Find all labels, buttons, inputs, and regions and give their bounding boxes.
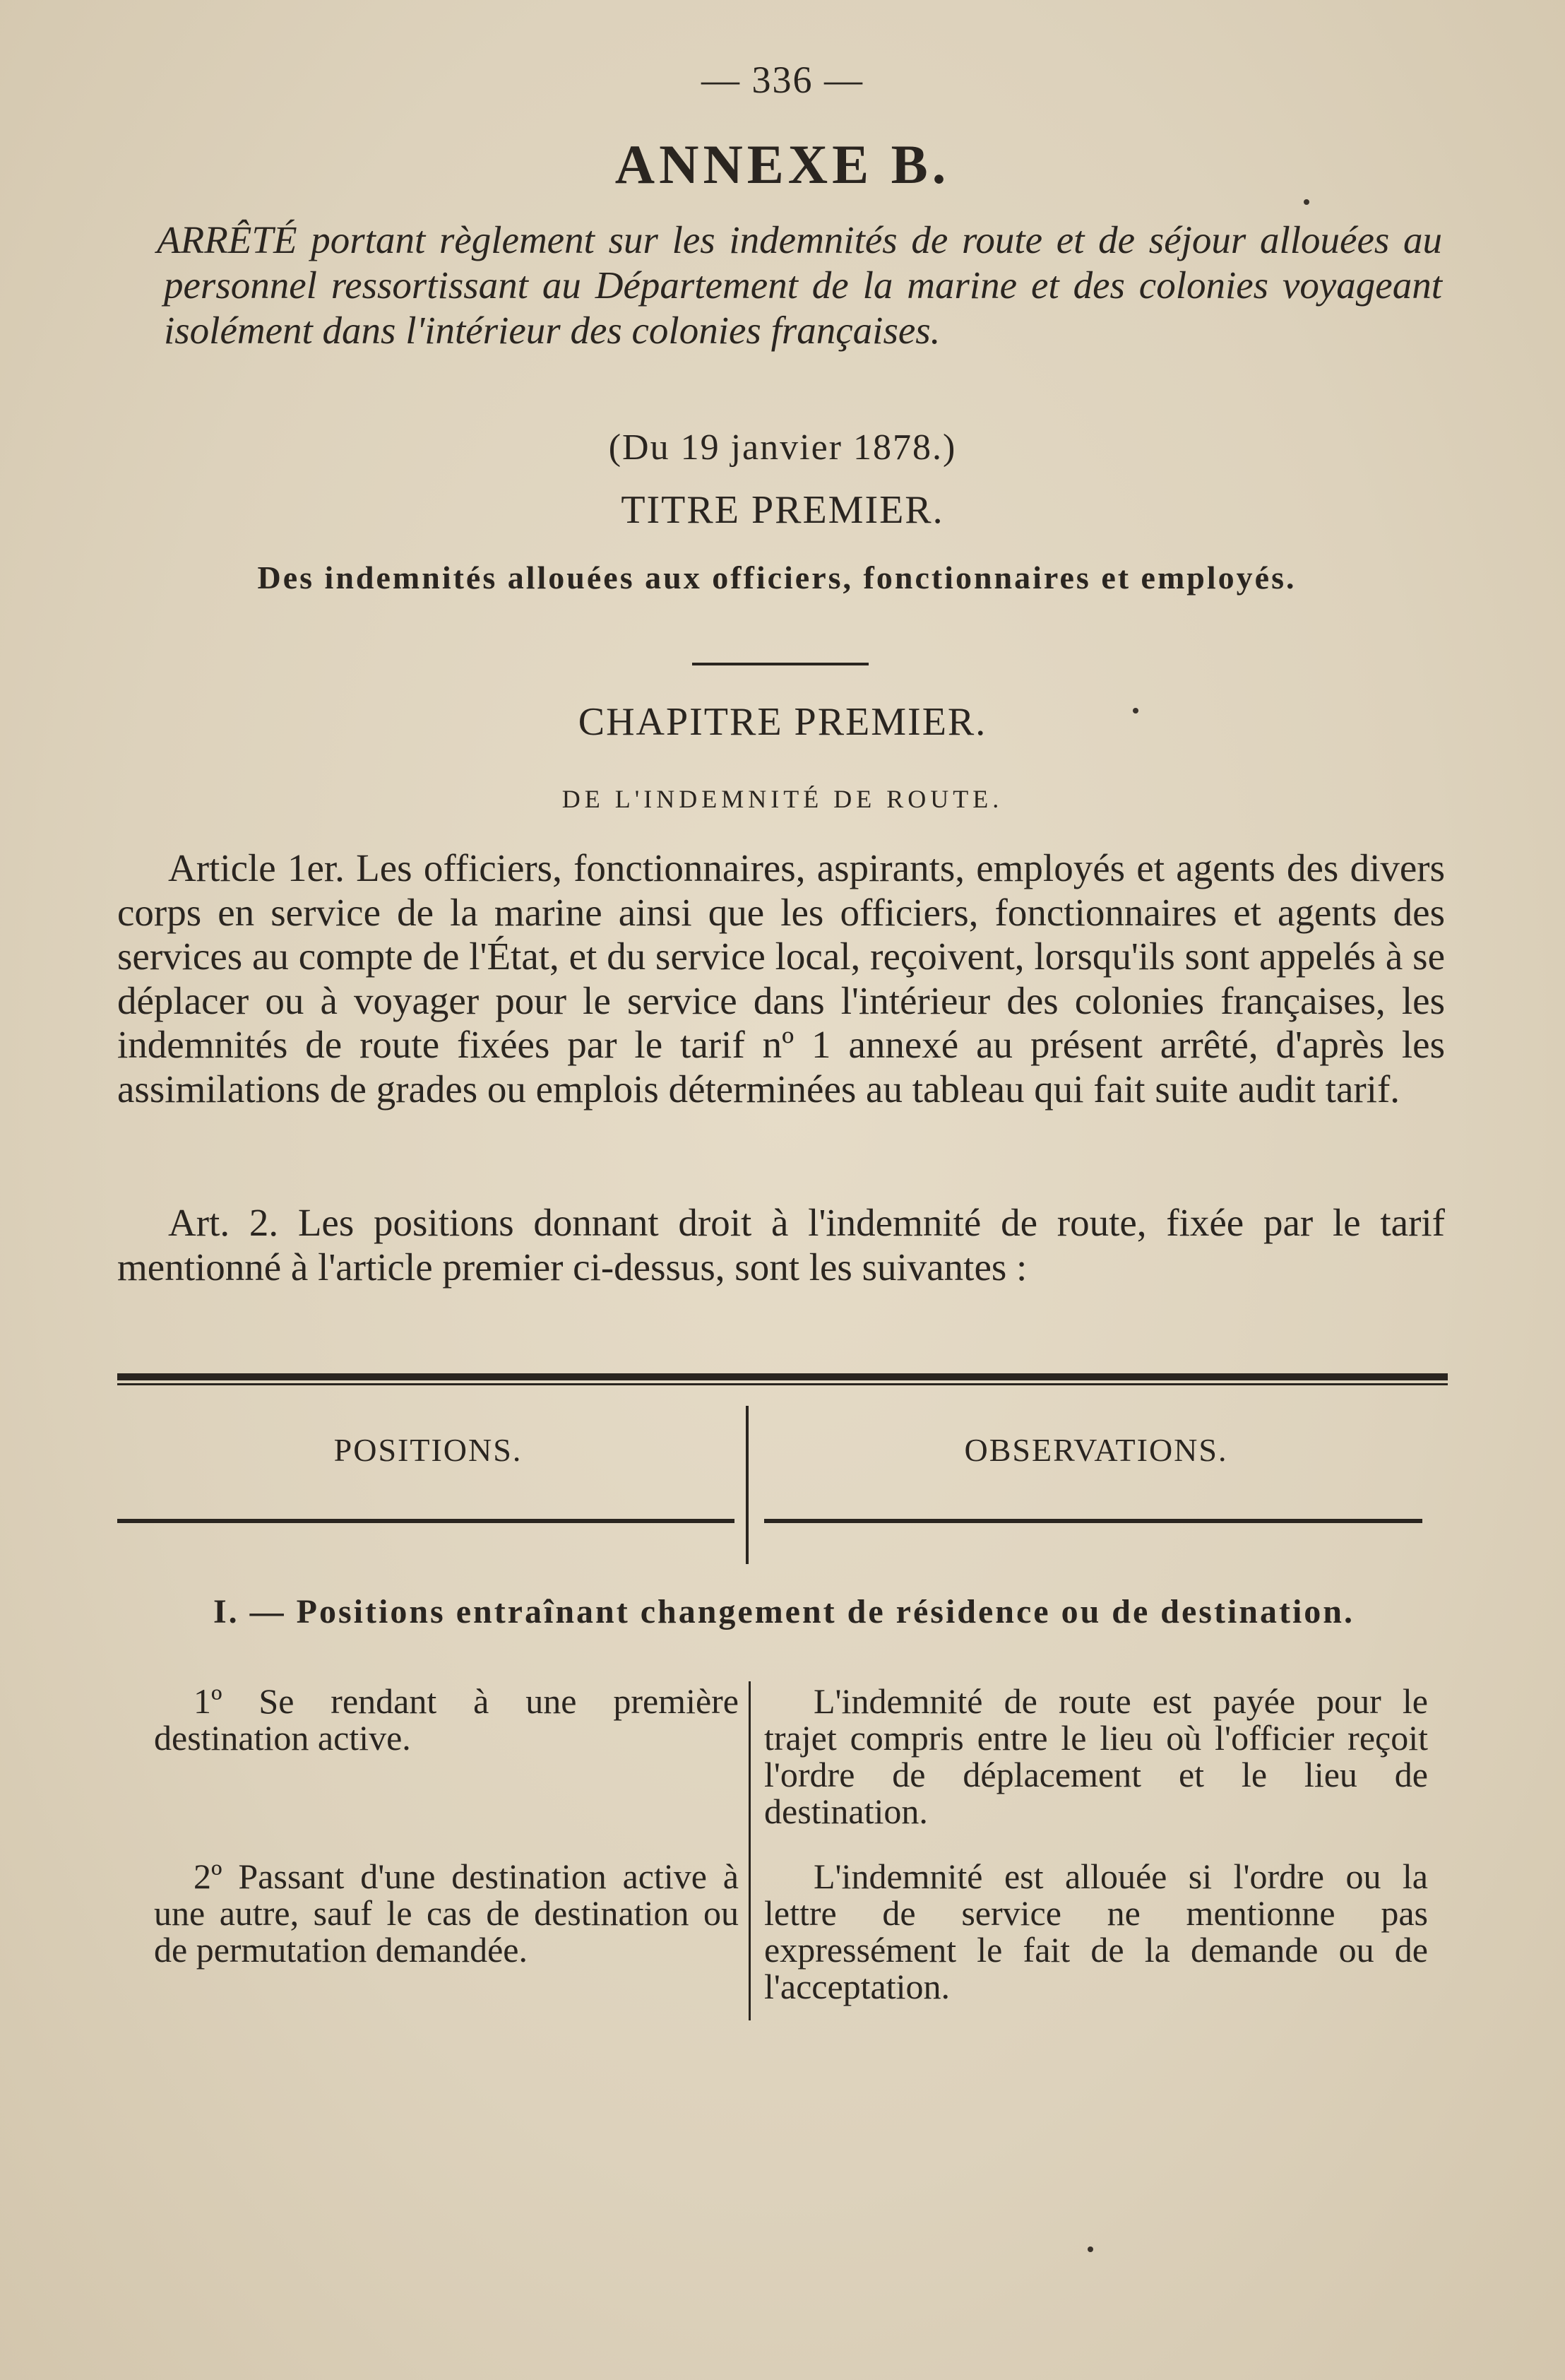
table-top-rule xyxy=(117,1373,1448,1380)
paper-speck xyxy=(1133,708,1138,714)
table-header-column-divider xyxy=(746,1406,749,1564)
paper-speck xyxy=(1304,199,1309,205)
column-header-positions: POSITIONS. xyxy=(333,1432,523,1468)
decree-date: (Du 19 janvier 1878.) xyxy=(608,427,957,468)
table-top-rule-thin xyxy=(117,1383,1448,1385)
table-section-title: I. — Positions entraînant changement de résidence ou de destination. xyxy=(213,1593,1355,1630)
article-2-paragraph: Art. 2. Les positions donnant droit à l'indemnité de route, fixée par le tarif mentionné à l'article premier ci-dessus, sont les suivantes : xyxy=(117,1201,1445,1289)
header-rule-right xyxy=(764,1519,1422,1523)
chapitre-heading: CHAPITRE PREMIER. xyxy=(578,700,987,744)
table-row-2-position: 2º Passant d'une destination active à une autre, sauf le cas de destination ou de permutation demandée. xyxy=(154,1857,739,1970)
table-row-2-observation: L'indemnité est allouée si l'ordre ou la lettre de service ne mentionne pas expressément le fait de la demande ou de l'acceptation. xyxy=(764,1857,1428,2006)
table-row-1-observation: L'indemnité de route est payée pour le trajet compris entre le lieu où l'officier reçoit l'ordre de déplacement et le lieu de destination. xyxy=(764,1681,1428,1831)
header-rule-left xyxy=(117,1519,734,1523)
divider-rule xyxy=(692,663,869,665)
page-number: — 336 — xyxy=(701,59,864,101)
arrete-title: ARRÊTÉ portant règlement sur les indemnités de route et de séjour allouées au personnel ressortissant au Département de la marine et des colonies voyageant isolément dans l'intérieur des colonies françaises. xyxy=(157,218,1442,352)
table-row-1-position: 1º Se rendant à une première destination active. xyxy=(154,1681,739,1758)
article-1-paragraph: Article 1er. Les officiers, fonctionnaires, aspirants, employés et agents des divers corps en service de la marine ainsi que les officiers, fonctionnaires et agents des services au compte de l'État, et du service local, reçoivent, lorsqu'ils sont appelés à se déplacer ou à voyager pour le service dans l'intérieur des colonies françaises, les indemnités de route fixées par le tarif nº 1 annexé au présent arrêté, d'après les assimilations de grades ou emplois déterminées au tableau qui fait suite audit tarif. xyxy=(117,846,1445,1111)
table-body-column-divider xyxy=(749,1681,751,2020)
paper-speck xyxy=(1088,2246,1093,2252)
titre-heading: TITRE PREMIER. xyxy=(621,488,944,532)
column-header-observations: OBSERVATIONS. xyxy=(964,1432,1228,1468)
titre-subheading: Des indemnités allouées aux officiers, fonctionnaires et employés. xyxy=(257,560,1297,596)
chapitre-subheading: DE L'INDEMNITÉ DE ROUTE. xyxy=(561,785,1004,813)
annex-title: ANNEXE B. xyxy=(614,134,951,195)
